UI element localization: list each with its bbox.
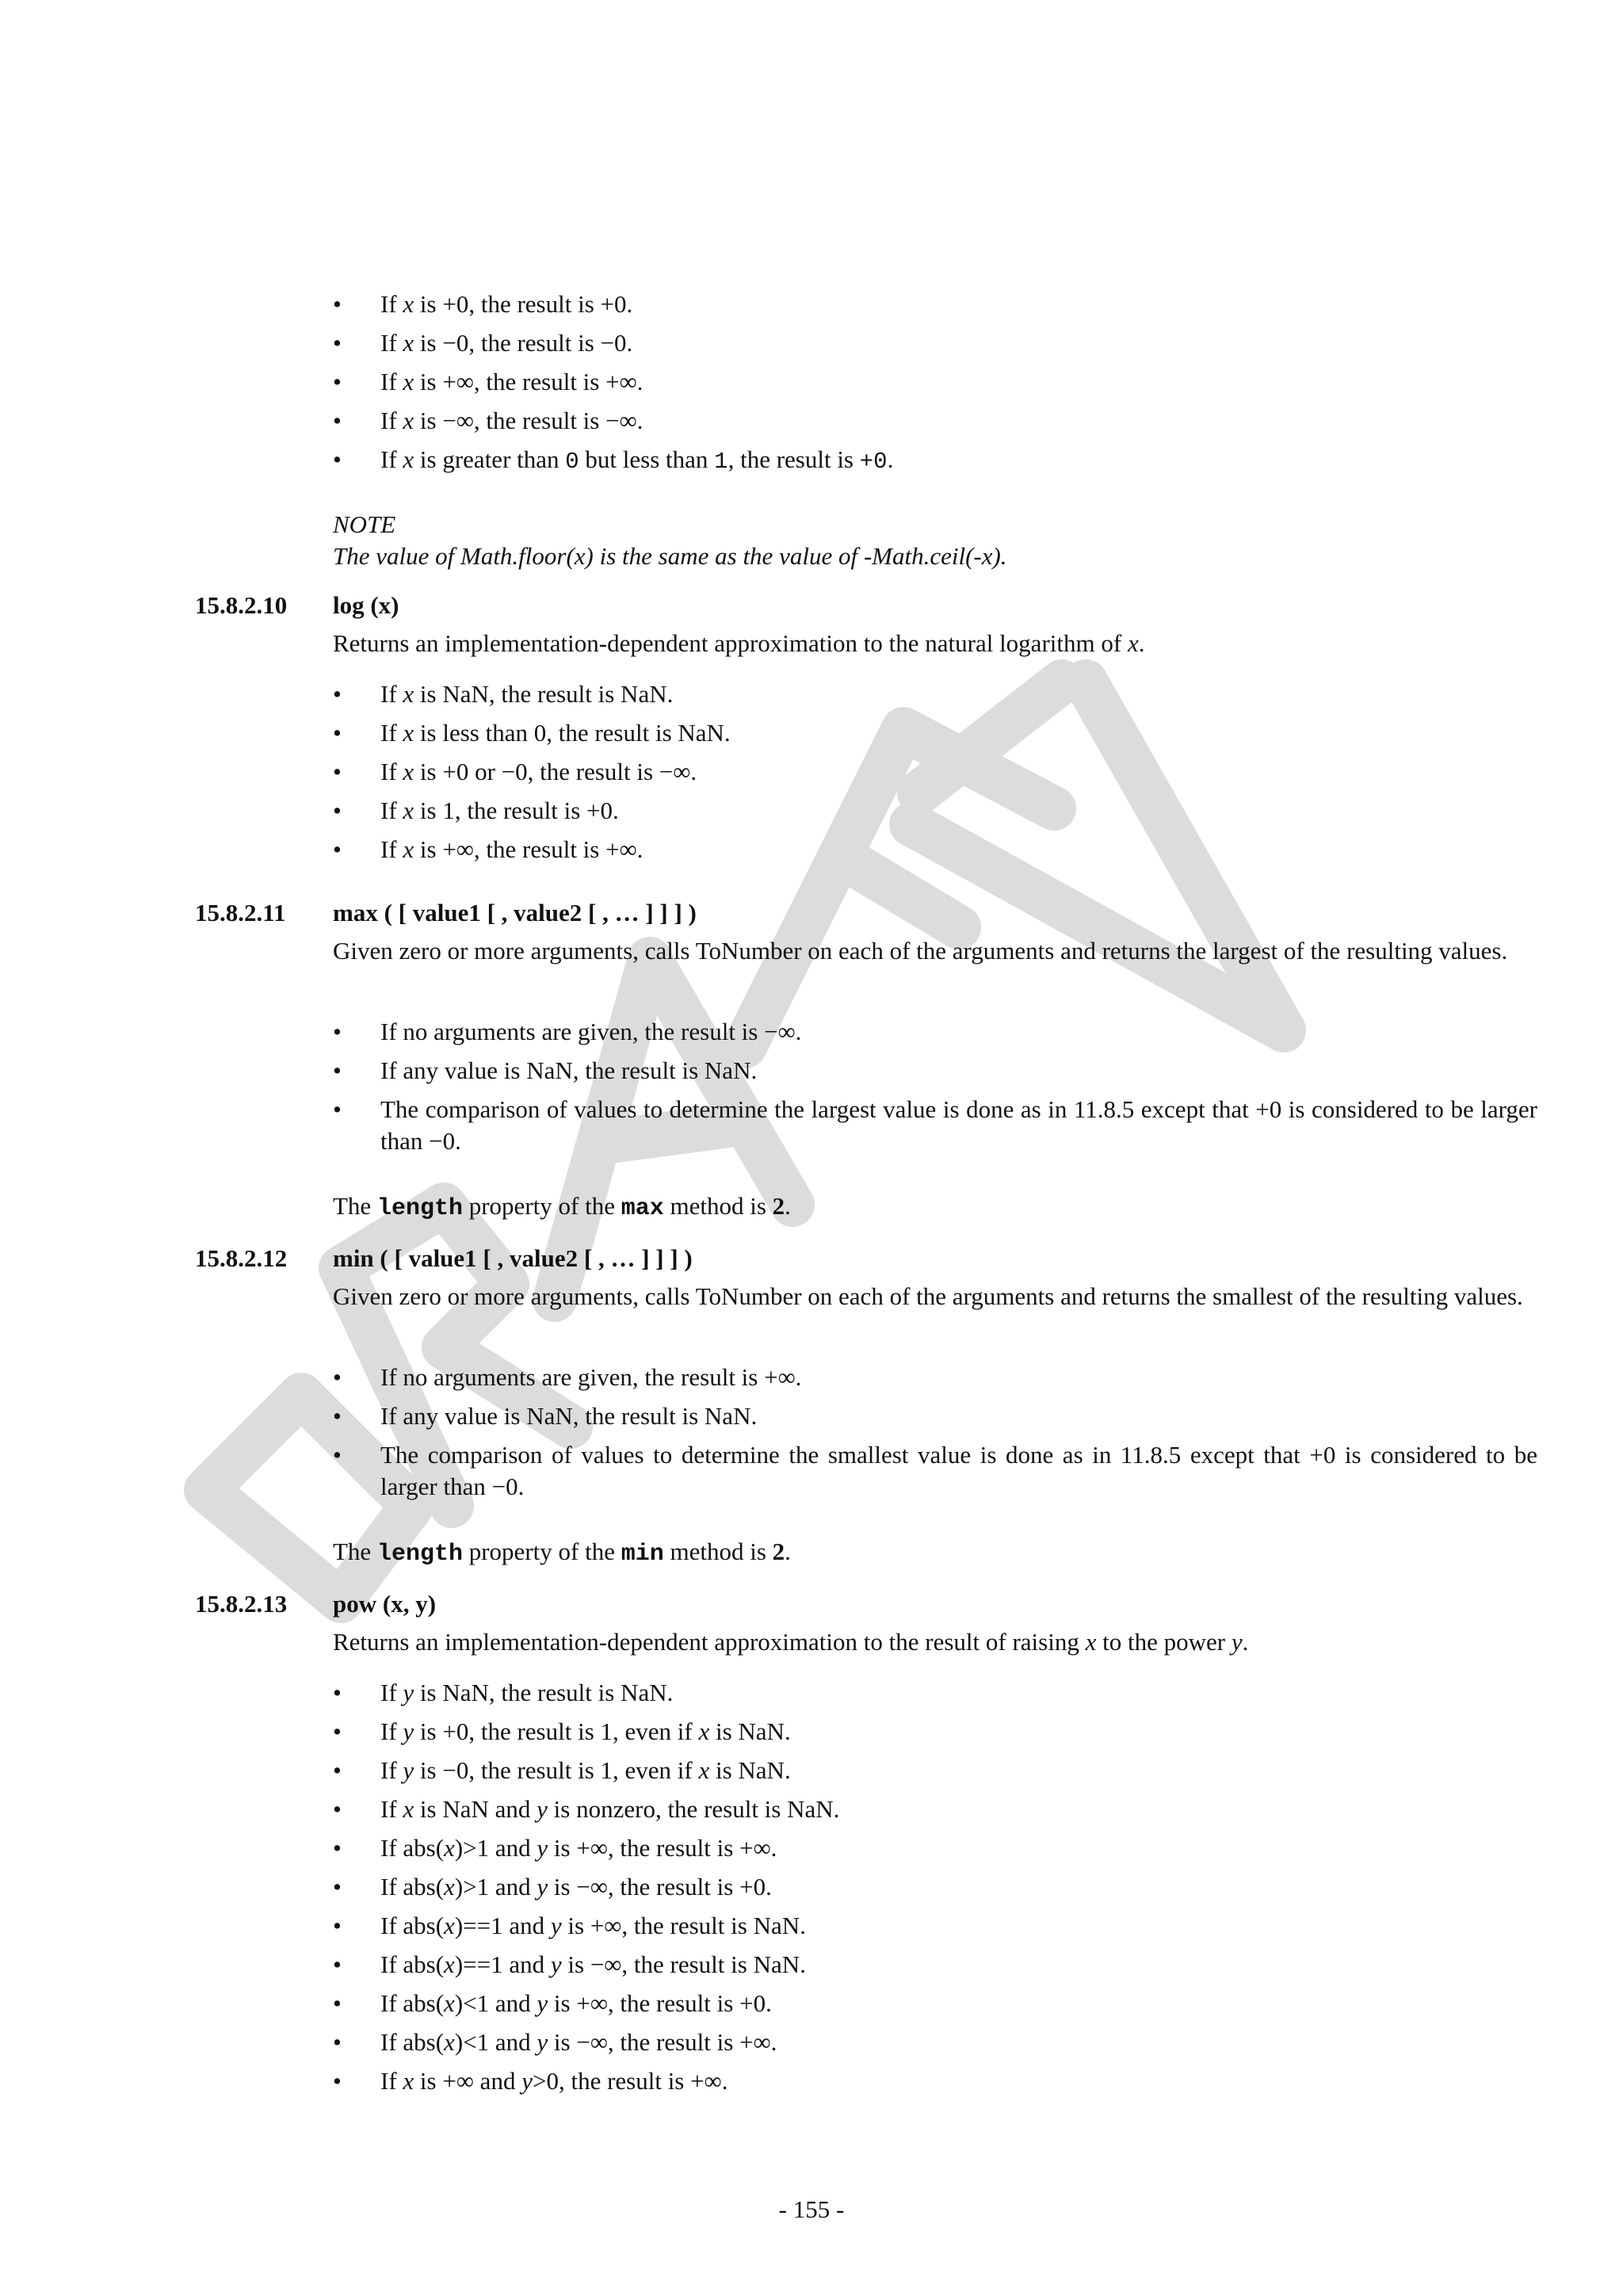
math-variable: y: [403, 1679, 414, 1706]
math-variable: x: [403, 368, 414, 395]
math-variable: y: [537, 1873, 548, 1901]
code-identifier: min: [621, 1541, 664, 1568]
log-result-list: [333, 678, 1537, 873]
section-title-min: min ( [ value1 [ , value2 [ , … ] ] ] ): [333, 1244, 693, 1272]
list-item: • If y is NaN, the result is NaN.: [333, 1677, 1537, 1709]
list-item: • If x is 1, the result is +0.: [333, 795, 1537, 827]
list-item: • If y is +0, the result is 1, even if x is NaN.: [333, 1716, 1537, 1748]
list-item: • If abs(x)==1 and y is +∞, the result is NaN.: [333, 1910, 1537, 1942]
math-variable: x: [1085, 1628, 1097, 1656]
math-variable: x: [403, 797, 414, 824]
section-title-max: max ( [ value1 [ , value2 [ , … ] ] ] ): [333, 899, 697, 926]
section-intro-min: Given zero or more arguments, calls ToNumber on each of the arguments and returns the smallest of the resulting values.: [333, 1282, 1523, 1310]
math-variable: x: [444, 1912, 455, 1939]
math-variable: y: [1231, 1628, 1243, 1656]
section-number-log: 15.8.2.10: [195, 591, 288, 619]
floor-result-list: [333, 288, 1537, 485]
math-variable: x: [403, 719, 414, 747]
section-title-pow: pow (x, y): [333, 1590, 437, 1618]
math-variable: x: [403, 2067, 414, 2095]
math-variable: x: [403, 329, 414, 357]
section-number-max: 15.8.2.11: [195, 899, 286, 926]
math-variable: x: [403, 445, 414, 473]
watermark-text: DRAFT: [0, 0, 3, 1]
list-item: • If x is +∞ and y>0, the result is +∞.: [333, 2065, 1537, 2097]
page-number: - 155 -: [778, 2195, 845, 2223]
code-identifier: length: [376, 1195, 463, 1222]
section-number-pow: 15.8.2.13: [195, 1590, 288, 1618]
list-item: • The comparison of values to determine the smallest value is done as in 11.8.5 except that +0 is considered to be larger than −0.: [333, 1439, 1537, 1503]
list-item: • If abs(x)>1 and y is −∞, the result is +0.: [333, 1871, 1537, 1903]
math-variable: x: [403, 1795, 414, 1823]
section-title-log: log (x): [333, 591, 399, 619]
math-variable: x: [403, 680, 414, 708]
math-variable: x: [698, 1756, 710, 1784]
list-item: • If no arguments are given, the result is +∞.: [333, 1362, 1537, 1393]
math-variable: x: [403, 835, 414, 863]
math-variable: y: [537, 2028, 548, 2056]
math-variable: y: [403, 1717, 414, 1745]
min-result-list: [333, 1362, 1537, 1510]
max-result-list: [333, 1016, 1537, 1164]
math-variable: x: [444, 1950, 455, 1978]
math-variable: y: [537, 1795, 548, 1823]
list-item: • If x is +0 or −0, the result is −∞.: [333, 756, 1537, 788]
bold-value: 2: [772, 1538, 785, 1565]
section-intro-pow: Returns an implementation-dependent approximation to the result of raising x to the power y.: [333, 1628, 1249, 1656]
list-item: • If x is NaN, the result is NaN.: [333, 678, 1537, 710]
math-variable: y: [550, 1912, 562, 1939]
section-intro-log: Returns an implementation-dependent approximation to the natural logarithm of x.: [333, 629, 1145, 657]
max-length-line: The length property of the max method is 2.: [333, 1192, 791, 1222]
list-item: • If no arguments are given, the result is −∞.: [333, 1016, 1537, 1048]
list-item: • If x is less than 0, the result is NaN.: [333, 717, 1537, 749]
math-variable: y: [550, 1950, 562, 1978]
list-item: • If abs(x)==1 and y is −∞, the result is NaN.: [333, 1949, 1537, 1981]
math-variable: x: [403, 290, 414, 318]
pow-result-list: [333, 1677, 1537, 2104]
math-variable: x: [444, 1873, 455, 1901]
bold-value: 2: [772, 1192, 785, 1220]
code-identifier: length: [376, 1541, 463, 1568]
math-variable: x: [698, 1717, 710, 1745]
list-item: • If x is +∞, the result is +∞.: [333, 834, 1537, 865]
list-item: • If x is +∞, the result is +∞.: [333, 366, 1537, 398]
math-variable: x: [444, 2028, 455, 2056]
list-item: • If abs(x)>1 and y is +∞, the result is +∞.: [333, 1832, 1537, 1864]
note-label: NOTE: [333, 510, 396, 538]
list-item: • If any value is NaN, the result is NaN.: [333, 1055, 1537, 1087]
math-variable: y: [521, 2067, 533, 2095]
math-variable: x: [403, 407, 414, 434]
section-number-min: 15.8.2.12: [195, 1244, 288, 1272]
math-variable: x: [403, 758, 414, 785]
math-variable: y: [537, 1989, 548, 2017]
list-item: • If abs(x)<1 and y is −∞, the result is +∞.: [333, 2027, 1537, 2058]
code-literal: +0: [859, 449, 888, 475]
list-item: • If x is NaN and y is nonzero, the result is NaN.: [333, 1794, 1537, 1825]
math-variable: x: [444, 1989, 455, 2017]
math-variable: x: [444, 1834, 455, 1862]
min-length-line: The length property of the min method is 2.: [333, 1538, 791, 1568]
code-literal: 0: [565, 449, 579, 475]
list-item: • If y is −0, the result is 1, even if x is NaN.: [333, 1755, 1537, 1786]
math-variable: y: [537, 1834, 548, 1862]
list-item: • If x is greater than 0 but less than 1, the result is +0.: [333, 444, 1537, 478]
list-item: • If x is −0, the result is −0.: [333, 327, 1537, 359]
list-item: • If any value is NaN, the result is NaN.: [333, 1400, 1537, 1432]
section-intro-max: Given zero or more arguments, calls ToNumber on each of the arguments and returns the largest of the resulting values.: [333, 937, 1508, 965]
math-variable: x: [1127, 629, 1139, 657]
code-identifier: max: [621, 1195, 664, 1222]
list-item: • The comparison of values to determine the largest value is done as in 11.8.5 except that +0 is considered to be larger than −0.: [333, 1094, 1537, 1157]
code-literal: 1: [714, 449, 728, 475]
list-item: • If abs(x)<1 and y is +∞, the result is +0.: [333, 1988, 1537, 2019]
math-variable: y: [403, 1756, 414, 1784]
note-text: The value of Math.floor(x) is the same as the value of -Math.ceil(-x).: [333, 542, 1007, 570]
list-item: • If x is +0, the result is +0.: [333, 288, 1537, 320]
list-item: • If x is −∞, the result is −∞.: [333, 405, 1537, 437]
